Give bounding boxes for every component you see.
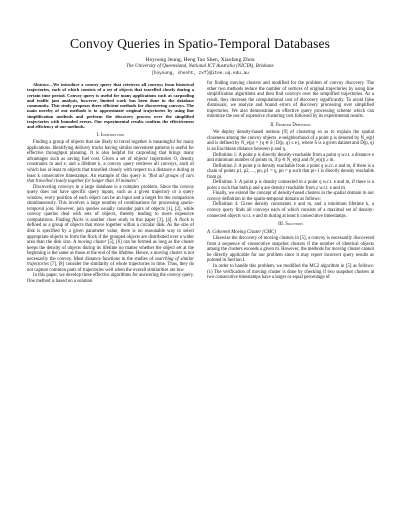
intro-p2d: [5], [6] can be formed as long as the cluster keeps the density of objects during its lifetime no matter whether the object set at the beginning is the same as those at the end of the lifetime. Hence, a moving cluster is not necessarily the convoy. Most distance functions in the studies of (27, 240, 195, 262)
intro-p2b: However, join queries usually consider pairs of objects [1], [2], while convoy queries deal with sets of objects, thereby leading to more expensive computations. Finding (27, 206, 195, 223)
intro-p2a: Discovering convoys in a large database is a complex problem. Since the convoy query does not have specific query inputs, such as a given trajectory or a query window, every position of each object can be an input and a target for the comparison simultaneously. This involves a large number of combinations for processing (27, 184, 194, 207)
intro-p2c: is another close study to this paper [3], [4]. A flock is defined as a group of objects that move together within a circular disk. As the size of disk is specified by a given parameter value, there is no reasonable way to select appropriate objects to form the flock if the grouped objects are distributed over a wider area than the disk size. A (27, 217, 195, 246)
definition-2: Definition 2: A point p is density reachable from a point q w.r.t. e and m, if there is a chain of points p1, p2, ..., pn, p1 = q, pn = p such that pi+1 is directly density reachable from pi. (207, 163, 374, 180)
section-heading-solutions: III. Solutions (278, 222, 303, 228)
problem-paragraph-1: We deploy density-based notions [9] of clustering so as to explain the spatial closeness among the convoy objects. e-neighborhood of a point p is denoted by N_e(p) and is defined by N_e(p) = {q ∈ S | D(p, q) ≤ e}, where S is a given dataset and D(p, q) is an Euclidean distance between p and q. (207, 130, 374, 153)
intro-p1-text: Finding a group of objects that are likely to travel together is meaningful for many applications. Identifying delivery trucks having similar movement patterns is useful for effective throughput planning. It is also helpful for carpooling that brings many advantages such as saving fuel cost. Given a set of objects' trajectories O, density constraints m and e, and a lifetime k, a convoy query retrieves all convoys, each of which has at least m objects that travelled closely with respect to a distance e during at least k consecutive timestamps. An example of this query is (27, 140, 194, 179)
abstract-body: —We introduce a convoy query that retrieves all convoys from historical trajectories, each of which consists of a set of objects that travelled closely during a certain time period. Convoy query is useful for many applications such as carpooling and traffic jam analysis, however, limited work has been done in the database community. This study proposes three efficient methods for discovering convoys. The main novelty of our methods is to approximate original trajectories by using line simplification methods and perform the discovery process over the simplified trajectories with bounded errors. Our experimental results confirm the effectiveness and efficiency of our methods. (27, 82, 194, 130)
paper-authors: Hoyoung Jeung, Heng Tao Shen, Xiaofang Zhou (145, 57, 255, 63)
definition-1: Definition 1: A point p is directly density-reachable from a point q w.r.t. a distance e and minimum number of points m, if p ∈ N_e(q) and |N_e(q)| ≥ m. (207, 152, 374, 164)
abstract-lead: Abstract (33, 82, 49, 87)
right-column (207, 81, 374, 281)
intro-continuation: for finding moving clusters and modified for the problem of convoy discovery. The other two methods reduce the number of vertices of original trajectories by using line simplification algorithms and then find convoys over the simplified trajectories. As a result, they decrease the computational cost of discovery significantly. To avoid false dismissals, we analyze and bound errors of discovery processing over simplified trajectories. We also demonstrate an effective query processing scheme which can minimize the use of expensive clustering cost followed by its experimental results. (207, 81, 374, 120)
intro-paragraph-3: In this paper, we develop three effective algorithms for answering the convoy query. One method is based on a solution (27, 273, 194, 284)
intro-p2-em2: flocks (72, 217, 84, 223)
abstract (27, 82, 194, 130)
intro-p2-em3: moving cluster (77, 240, 107, 246)
left-column (27, 82, 194, 284)
intro-paragraph-1 (27, 140, 194, 184)
intro-p2e: [7], [8] consider the similarity of whole trajectories in time. Thus, they do not capture common parts of trajectories well when the overall similarities are low. (27, 262, 195, 273)
definition-3: Definition 3: A point p is density connected to a point q w.r.t. e and m, if there is a point z such that both p and q are density reachable from z w.r.t. e and m. (207, 180, 374, 191)
paper-affiliation: The University of Queensland, National ICT Australia (NICTA), Brisbane (126, 64, 274, 69)
intro-p1-quote: "find all groups of cars that travelled closely together for longer than 10 minutes". (27, 173, 194, 185)
intro-p2-em4: searching of similar trajectories (27, 256, 194, 268)
section-heading-introduction: I. Introduction (96, 132, 125, 138)
definition-4: Definition 4: Given density constraints e and m, and a minimum lifetime k, a convoy query finds all convoys each of which consists of a maximal set of density-connected objects w.r.t. e and m during at least k consecutive timestamps. (207, 202, 374, 219)
solutions-paragraph-2: In order to handle this problem, we modified the MC2 algorithm in [5] as follows: (1) The verification of moving cluster is done by checking if two snapshot clusters at two consecutive timestamps have a larger or equal percentage of (207, 263, 374, 281)
solutions-paragraph-1: Likewise the discovery of moving clusters in [5], a convoy is necessarily discovered from a sequence of consecutive snapshot clusters if the number of identical objects among the clusters exceeds a given m. However, the methods for moving cluster cannot be directly applicable for our problem since it may report incorrect query results as pointed in Section I. (207, 236, 374, 264)
intro-paragraph-2 (27, 185, 194, 274)
subsection-heading-cmc: A. Coherent Moving Cluster (CMC) (207, 229, 276, 235)
paper-title: Convoy Queries in Spatio-Temporal Databases (69, 36, 331, 51)
section-heading-problem-definition: II. Problem Definition (270, 122, 311, 128)
paper-email[interactable]: {hoyoung, shenht, zxf}@itee.uq.edu.au (151, 71, 249, 76)
problem-paragraph-2: Finally, we extend the concept of density-based clusters in the spatial domain to our convoy definition in the spatio-temporal domain as follows: (207, 191, 374, 202)
intro-p2-em: spatio-temporal join. (27, 201, 194, 212)
